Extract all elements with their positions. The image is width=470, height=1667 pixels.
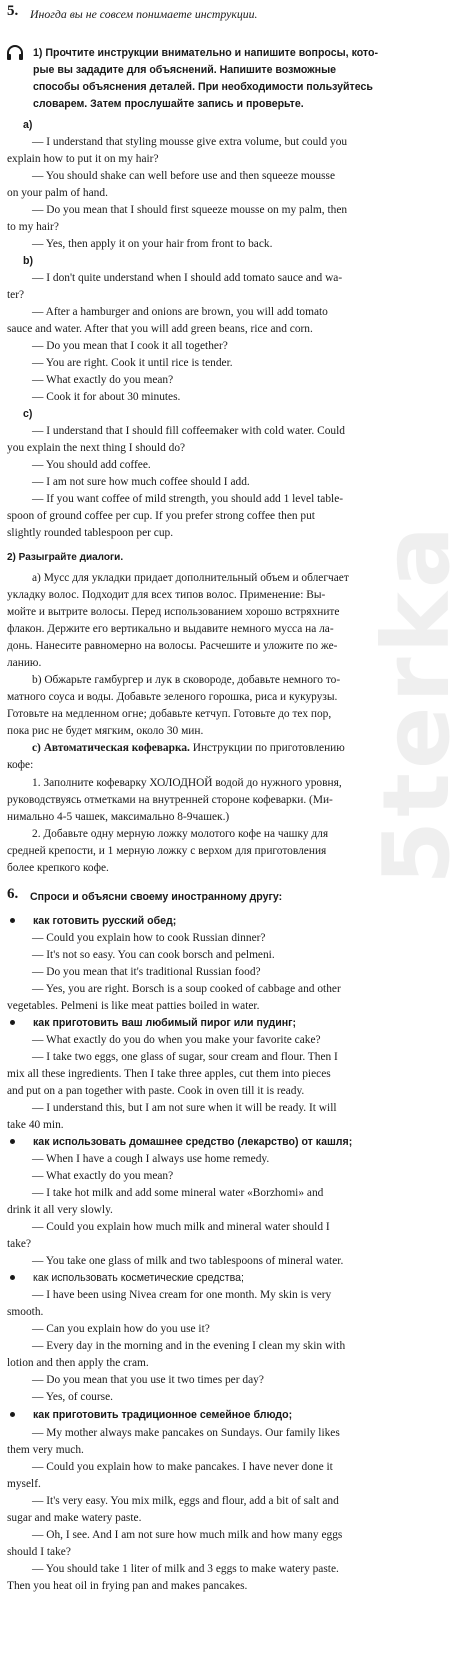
dialog-line: — I take hot milk and add some mineral water «Borzhomi» and	[32, 1187, 324, 1199]
dialog-b-label: b)	[23, 255, 33, 267]
item-heading: как использовать косметические средства;	[33, 1272, 244, 1284]
dialog-line: — When I have a cough I always use home remedy.	[32, 1153, 270, 1165]
dialog-line: — Yes, of course.	[32, 1391, 113, 1403]
ru-line: мойте и вытрите волосы. Перед использованием хорошо встряхните	[7, 606, 340, 618]
section-6-number: 6.	[7, 886, 19, 902]
dialog-line: — You take one glass of milk and two tablespoons of mineral water.	[32, 1255, 344, 1267]
dialog-line: — Yes, then apply it on your hair from front to back.	[32, 238, 273, 250]
item-heading: как использовать домашнее средство (лекарство) от кашля;	[33, 1136, 353, 1148]
dialog-line: — If you want coffee of mild strength, you should add 1 level table-	[32, 493, 344, 505]
dialog-line: — Do you mean that you use it two times per day?	[32, 1374, 264, 1386]
dialog-line: ter?	[7, 289, 25, 301]
ru-line: флакон. Держите его вертикально и выдавите немного мусса на ла-	[7, 623, 334, 635]
dialog-line: sugar and make watery paste.	[7, 1512, 142, 1524]
dialog-line: smooth.	[7, 1306, 44, 1318]
dialog-line: on your palm of hand.	[7, 187, 108, 199]
bullet	[10, 918, 15, 923]
ru-line: пока рис не будет мягким, около 30 мин.	[7, 725, 204, 737]
section-5-number: 5.	[7, 3, 19, 19]
dialog-line: — Yes, you are right. Borsch is a soup cooked of cabbage and other	[32, 983, 341, 995]
ru-line: руководствуясь отметками на внутренней стороне кофеварки. (Ми-	[7, 794, 333, 806]
dialog-line: — I don't quite understand when I should add tomato sauce and wa-	[32, 272, 343, 284]
dialog-line: them very much.	[7, 1444, 84, 1456]
task-line: словарем. Затем прослушайте запись и проверьте.	[33, 98, 304, 110]
ru-line: нимально 4-5 чашек, максимально 8-9чашек.)	[7, 811, 230, 823]
headphones-icon	[6, 45, 24, 61]
dialog-line: — Do you mean that it's traditional Russian food?	[32, 966, 261, 978]
ru-c-rest: Инструкции по приготовлению	[189, 742, 345, 754]
task-line: 1) Прочтите инструкции внимательно и напишите вопросы, кото-	[33, 47, 378, 59]
task-line: способы объяснения деталей. При необходимости пользуйтесь	[33, 81, 373, 93]
dialog-line: — My mother always make pancakes on Sundays. Our family likes	[32, 1427, 340, 1439]
watermark: 5terka	[363, 521, 470, 886]
dialog-line: sauce and water. After that you will add green beans, rice and corn.	[7, 323, 313, 335]
ru-line: ланию.	[7, 657, 42, 669]
dialog-line: — You should shake can well before use and then squeeze mousse	[32, 170, 336, 182]
dialog-line: slightly rounded tablespoon per cup.	[7, 527, 174, 539]
dialog-line: — Cook it for about 30 minutes.	[32, 391, 181, 403]
bullet	[10, 1020, 15, 1025]
task-line: рые вы зададите для объяснений. Напишите возможные	[33, 64, 337, 76]
dialog-line: — You should add coffee.	[32, 459, 151, 471]
dialog-line: — I understand that I should fill coffeemaker with cold water. Could	[32, 425, 345, 437]
dialog-line: — I understand this, but I am not sure when it will be ready. It will	[32, 1102, 337, 1114]
item-heading: как готовить русский обед;	[33, 915, 177, 927]
dialog-line: spoon of ground coffee per cup. If you prefer strong coffee then put	[7, 510, 315, 522]
ru-line: кофе:	[7, 759, 34, 771]
ru-line: а) Мусс для укладки придает дополнительный объем и облегчает	[32, 572, 349, 584]
dialog-line: and put on a pan together with paste. Cook in oven till it is ready.	[7, 1085, 305, 1097]
section-6-title: Спроси и объясни своему иностранному другу:	[30, 891, 283, 903]
dialog-line: take 40 min.	[7, 1119, 64, 1131]
dialog-line: should I take?	[7, 1546, 71, 1558]
dialog-line: — Oh, I see. And I am not sure how much milk and how many eggs	[32, 1529, 343, 1541]
ru-c-heading: с) Автоматическая кофеварка.	[32, 742, 190, 754]
dialog-line: mix all these ingredients. Then I take three apples, cut them into pieces	[7, 1068, 331, 1080]
ru-line: средней крепости, и 1 мерную ложку с верхом для приготовления	[7, 845, 327, 857]
bullet	[10, 1412, 15, 1417]
dialog-line: — Can you explain how do you use it?	[32, 1323, 210, 1335]
bullet	[10, 1139, 15, 1144]
ru-line	[32, 741, 345, 755]
dialog-line: — It's very easy. You mix milk, eggs and flour, add a bit of salt and	[32, 1495, 339, 1507]
item-heading: как приготовить ваш любимый пирог или пудинг;	[33, 1017, 297, 1029]
dialog-line: — Could you explain how to cook Russian dinner?	[32, 932, 266, 944]
dialog-line: — Every day in the morning and in the evening I clean my skin with	[32, 1340, 346, 1352]
ru-line: матного соуса и воды. Добавьте зеленого горошка, риса и кукурузы.	[7, 691, 338, 703]
dialog-line: — After a hamburger and onions are brown, you will add tomato	[32, 306, 328, 318]
dialog-line: — I understand that styling mousse give extra volume, but could you	[32, 136, 348, 148]
dialog-line: drink it all very slowly.	[7, 1204, 113, 1216]
dialog-line: — Do you mean that I cook it all together?	[32, 340, 228, 352]
dialog-line: lotion and then apply the cram.	[7, 1357, 149, 1369]
ru-line: Готовьте на медленном огне; добавьте кетчуп. Готовьте до тех пор,	[7, 708, 332, 720]
section-5-task-2: 2) Разыграйте диалоги.	[7, 552, 124, 563]
ru-line: b) Обжарьте гамбургер и лук в сковороде, добавьте немного то-	[32, 674, 341, 686]
dialog-a-label: a)	[23, 119, 33, 131]
ru-line: 1. Заполните кофеварку ХОЛОДНОЙ водой до нужного уровня,	[32, 777, 342, 789]
dialog-line: Then you heat oil in frying pan and makes pancakes.	[7, 1580, 248, 1592]
dialog-line: — It's not so easy. You can cook borsch and pelmeni.	[32, 949, 275, 961]
dialog-line: — You should take 1 liter of milk and 3 eggs to make watery paste.	[32, 1563, 339, 1575]
dialog-line: myself.	[7, 1478, 41, 1490]
ru-line: более крепкого кофе.	[7, 862, 109, 874]
item-heading: как приготовить традиционное семейное блюдо;	[33, 1409, 293, 1421]
dialog-line: — You are right. Cook it until rice is tender.	[32, 357, 233, 369]
dialog-line: — What exactly do you mean?	[32, 1170, 174, 1182]
ru-line: укладку волос. Подходит для всех типов волос. Применение: Вы-	[7, 589, 326, 601]
section-5-title: Иногда вы не совсем понимаете инструкции.	[30, 7, 258, 21]
dialog-line: — What exactly do you mean?	[32, 374, 174, 386]
dialog-line: explain how to put it on my hair?	[7, 153, 159, 165]
bullet	[10, 1275, 15, 1280]
dialog-line: to my hair?	[7, 221, 59, 233]
dialog-line: — Could you explain how to make pancakes. I have never done it	[32, 1461, 333, 1473]
dialog-line: — Do you mean that I should first squeeze mousse on my palm, then	[32, 204, 348, 216]
dialog-c-label: c)	[23, 408, 33, 420]
dialog-line: take?	[7, 1238, 32, 1250]
dialog-line: — Could you explain how much milk and mineral water should I	[32, 1221, 330, 1233]
dialog-line: you explain the next thing I should do?	[7, 442, 186, 454]
dialog-line: — What exactly do you do when you make your favorite cake?	[32, 1034, 321, 1046]
dialog-line: — I take two eggs, one glass of sugar, sour cream and flour. Then I	[32, 1051, 338, 1063]
dialog-line: — I have been using Nivea cream for one month. My skin is very	[32, 1289, 332, 1301]
dialog-line: — I am not sure how much coffee should I add.	[32, 476, 250, 488]
ru-line: донь. Нанесите равномерно на волосы. Расчешите и уложите по же-	[7, 640, 338, 652]
ru-line: 2. Добавьте одну мерную ложку молотого кофе на чашку для	[32, 828, 329, 840]
dialog-line: vegetables. Pelmeni is like meat patties boiled in water.	[7, 1000, 260, 1012]
